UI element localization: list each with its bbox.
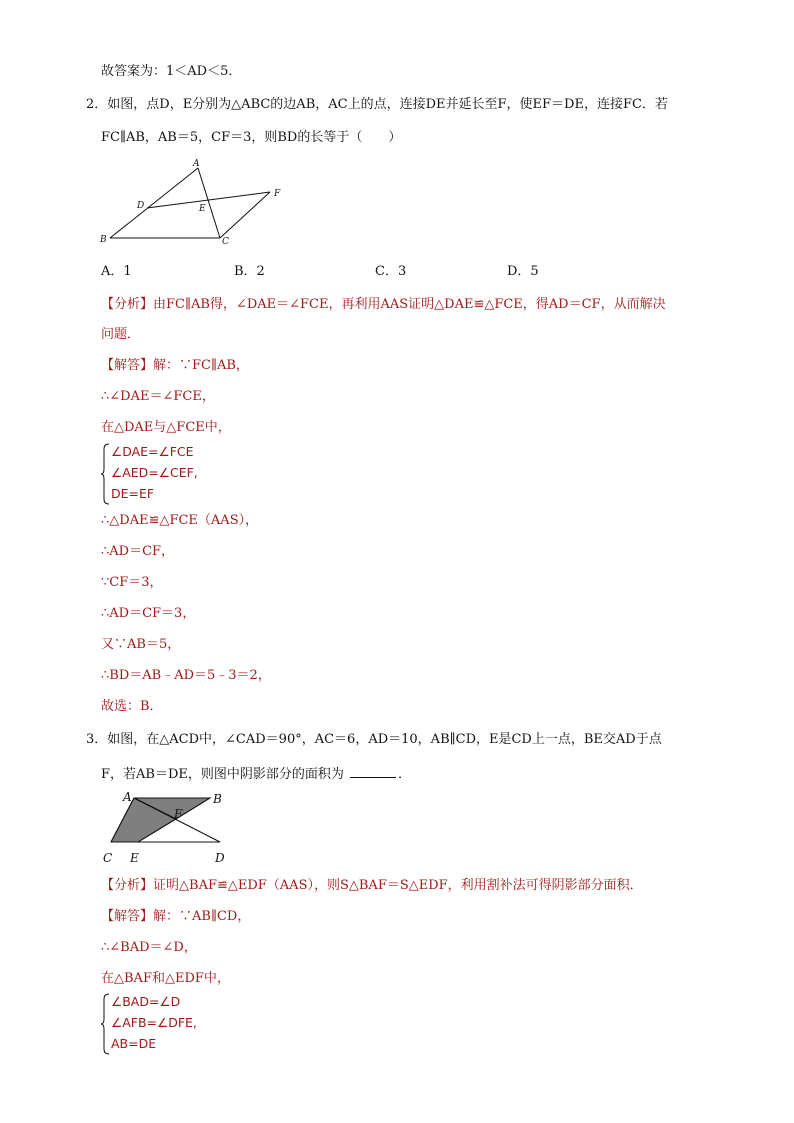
option-d: D．5	[507, 264, 539, 279]
label-c: C	[103, 851, 113, 865]
equation-system-1	[101, 442, 241, 506]
analysis-text: 证明△BAF≌△EDF（AAS），则S△BAF＝S△EDF，利用割补法可得阴影部分面积．	[153, 878, 643, 893]
label-f: F	[174, 807, 183, 821]
solution-step: 又∵AB＝5，	[101, 637, 181, 652]
solution-text: 解：∵FC∥AB，	[153, 358, 249, 373]
brace-icon	[101, 442, 111, 506]
label-b: B	[213, 792, 222, 806]
equation-row: ∠AFB=∠DFE,	[111, 1015, 197, 1030]
analysis-line	[101, 297, 666, 313]
equation-row: AB=DE	[111, 1036, 157, 1051]
figure-triangle-abc	[96, 156, 296, 252]
solution-tag: 【解答】	[101, 358, 154, 373]
analysis-text-cont: 问题．	[101, 327, 141, 342]
label-c: C	[222, 237, 229, 247]
equation-row: ∠AED=∠CEF,	[111, 465, 198, 480]
equation-row: ∠BAD=∠D	[111, 994, 181, 1009]
solution-tag: 【解答】	[101, 909, 154, 924]
option-c: C．3	[375, 264, 407, 279]
label-e: E	[199, 204, 206, 214]
solution-step: ∴AD＝CF＝3，	[101, 606, 196, 621]
problem-3-period: ．	[398, 767, 412, 782]
solution-text: 解：∵AB∥CD，	[153, 909, 251, 924]
label-a: A	[193, 159, 200, 169]
option-b: B．2	[234, 264, 265, 279]
answer-line: 故答案为：1＜AD＜5．	[101, 64, 242, 79]
equation-system-2	[101, 992, 241, 1056]
label-d: D	[137, 201, 145, 211]
problem-3-statement-cont	[101, 765, 411, 783]
solution-step: 在△BAF和△EDF中，	[101, 971, 230, 986]
solution-step: ∵CF＝3，	[101, 575, 163, 590]
brace-icon	[101, 992, 111, 1056]
solution-step: ∴∠BAD＝∠D，	[101, 940, 197, 955]
solution-step: ∴∠DAE＝∠FCE，	[101, 389, 215, 404]
label-f: F	[274, 189, 281, 199]
solution-step: ∴AD＝CF，	[101, 544, 175, 559]
solution-step: 故选：B．	[101, 699, 163, 714]
option-a: A．1	[101, 264, 132, 279]
label-b: B	[100, 235, 107, 245]
problem-3-statement: 3．如图，在△ACD中，∠CAD＝90°，AC＝6，AD＝10，AB∥CD，E是CD上一点，BE交AD于点	[86, 732, 662, 747]
analysis-text: 由FC∥AB得，∠DAE＝∠FCE，再利用AAS证明△DAE≌△FCE，得AD＝CF，从而解决	[153, 297, 666, 312]
label-a: A	[123, 790, 132, 804]
label-e: E	[130, 851, 139, 865]
solution-step: ∴BD＝AB﹣AD＝5﹣3＝2，	[101, 668, 271, 683]
equation-row: DE=EF	[111, 486, 155, 501]
solution-line	[101, 358, 249, 374]
solution-step: 在△DAE与△FCE中，	[101, 420, 231, 435]
analysis-tag: 【分析】	[101, 297, 154, 312]
equation-row: ∠DAE=∠FCE	[111, 444, 194, 459]
analysis-line	[101, 878, 643, 894]
problem-2-statement: 2．如图，点D，E分别为△ABC的边AB，AC上的点，连接DE并延长至F，使EF＝DE，连接FC．若	[86, 97, 668, 112]
problem-3-text: F，若AB＝DE，则图中阴影部分的面积为	[101, 767, 344, 782]
solution-line	[101, 909, 250, 925]
figure-triangle-acd	[96, 786, 246, 870]
analysis-tag: 【分析】	[101, 878, 154, 893]
label-d: D	[215, 851, 225, 865]
problem-2-statement-cont: FC∥AB，AB＝5，CF＝3，则BD的长等于（ ）	[101, 130, 402, 145]
solution-step: ∴△DAE≌△FCE（AAS），	[101, 513, 259, 528]
answer-blank	[350, 765, 396, 778]
